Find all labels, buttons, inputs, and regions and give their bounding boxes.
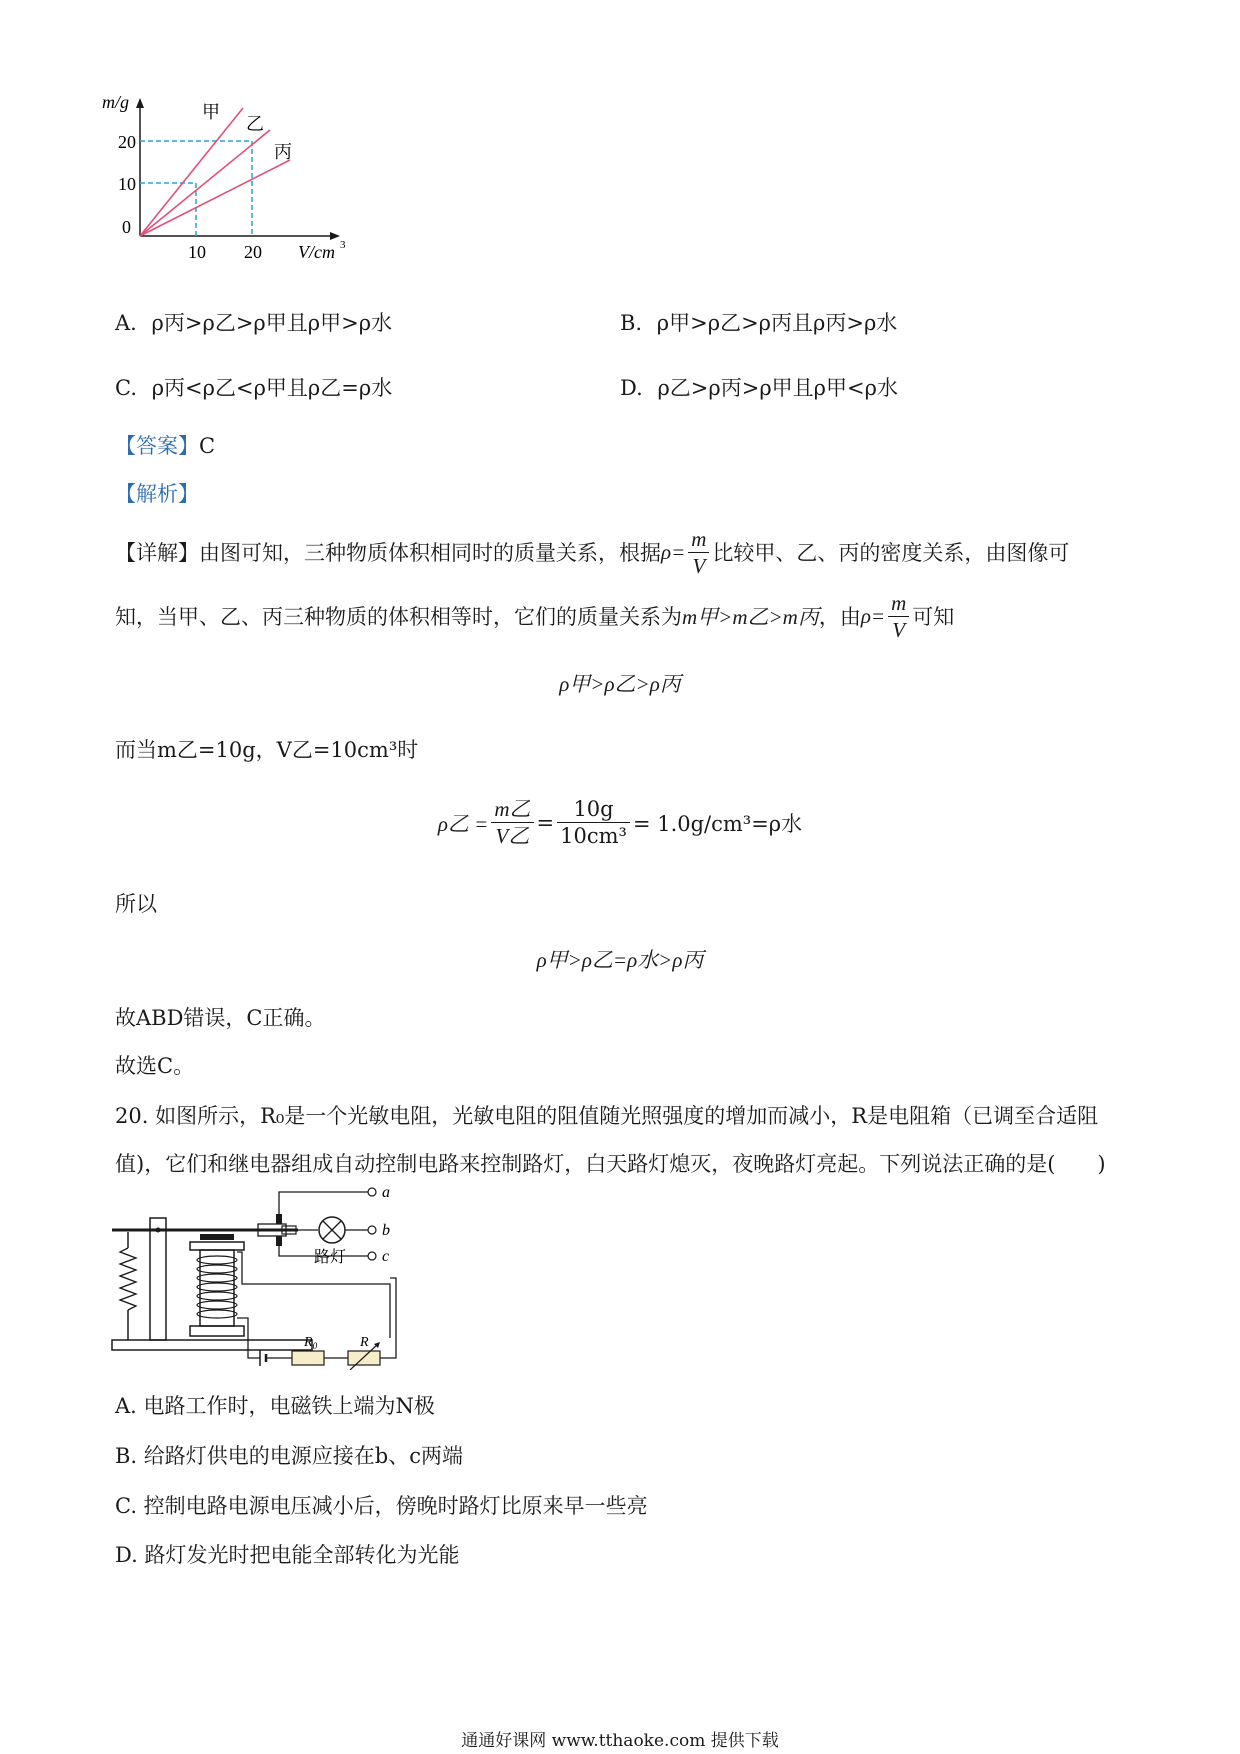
terminal-b [368,1226,376,1234]
detail-line-1 [115,524,1069,580]
equation-density-calc [0,796,1240,849]
option-a-letter: A. [115,311,137,335]
support-post [150,1218,166,1340]
detail-line-2 [115,588,954,644]
detail-p2-c: 可知 [912,605,955,629]
equation-density-order: ρ甲>ρ乙>ρ丙 [559,672,681,696]
q20-option-b: B. 给路灯供电的电源应接在b、c两端 [115,1444,463,1468]
option-b-letter: B. [620,311,643,335]
terminal-a [368,1188,376,1196]
mass-volume-graph [100,90,360,265]
q20-stem-line-2: 值)，它们和继电器组成自动控制电路来控制路灯，白天路灯熄灭，夜晚路灯亮起。下列说法正确的是( ) [115,1152,1106,1176]
resistance-box-r [348,1351,380,1365]
y-axis-arrow [136,98,144,108]
option-a [115,311,392,335]
detail-tag: 【详解】 [115,541,199,565]
upper-contact [276,1214,282,1224]
formula-rho-fraction [688,526,709,579]
option-a-text: ρ丙>ρ乙>ρ甲且ρ甲>ρ水 [151,311,393,335]
detail-p2-b: ，由 [818,605,861,629]
base-plate [112,1340,312,1350]
eq2-num1: m乙 [491,796,533,823]
control-wire-right [380,1278,396,1358]
eq2-lhs: ρ乙 = [437,811,489,836]
y-tick-10: 10 [118,174,136,194]
terminal-c [368,1252,376,1260]
lamp-label: 路灯 [314,1249,347,1266]
detail-p1-a: 由图可知，三种物质体积相同时的质量关系，根据 [199,541,661,565]
y-tick-20: 20 [118,132,136,152]
r0-label: $R_0$ [304,1335,318,1351]
q20-option-c: C. 控制电路电源电压减小后，傍晚时路灯比原来早一些亮 [115,1494,648,1518]
terminal-c-label: c [382,1248,390,1265]
photoresistor-r0 [292,1351,324,1365]
option-d [620,376,898,400]
relay-circuit-diagram [108,1180,458,1370]
formula-num: m [688,526,709,553]
conclusion-1: 故ABD错误，C正确。 [115,1006,326,1030]
q20-stem-line-1: 20. 如图所示，R₀是一个光敏电阻，光敏电阻的阻值随光照强度的增加而减小，R是电阻箱（已调至合适阻 [115,1104,1099,1128]
coil-wire-bottom [237,1318,248,1338]
origin-label: 0 [122,217,131,237]
so-line: 所以 [115,892,157,916]
x-tick-20: 20 [244,242,262,262]
x-axis-label: V/cm [298,242,335,262]
spring-icon [120,1248,136,1310]
r-label: R [360,1335,369,1350]
eq2-den1: V乙 [495,824,530,848]
conclusion-2: 故选C。 [115,1054,195,1078]
eq2-den2: 10cm³ [560,824,627,848]
detail-p1-b: 比较甲、乙、丙的密度关系，由图像可 [712,541,1070,565]
formula-den: V [692,553,706,578]
eq2-mid: = [536,810,555,835]
option-d-letter: D. [620,376,643,400]
option-c-text: ρ丙<ρ乙<ρ甲且ρ乙=ρ水 [151,376,393,400]
mass-relation: m甲>m乙>m丙 [682,605,819,629]
eq2-rhs: = 1.0g/cm³=ρ水 [632,811,803,836]
series-label-jia: 甲 [202,102,220,122]
x-tick-10: 10 [188,242,206,262]
eq2-fraction-2 [557,796,630,849]
eq2-num2: 10g [557,796,630,823]
x-axis-sup: 3 [340,239,346,251]
formula-num-2: m [888,590,909,617]
answer-tag: 【答案】 [115,434,199,458]
terminal-b-label: b [382,1222,390,1239]
magnet-base [190,1326,244,1336]
formula-rho-lhs: ρ= [661,539,686,564]
option-c [115,376,392,400]
formula-den-2: V [892,617,906,642]
option-b [620,311,897,335]
series-label-bing: 丙 [274,142,292,162]
option-c-letter: C. [115,376,137,400]
detail-p2-a: 知，当甲、乙、丙三种物质的体积相等时，它们的质量关系为 [115,605,682,629]
magnet-core [200,1250,234,1326]
option-d-text: ρ乙>ρ丙>ρ甲且ρ甲<ρ水 [657,376,898,400]
when-line: 而当m乙=10g，V乙=10cm³时 [115,738,419,762]
formula-rho-lhs-2: ρ= [860,603,886,628]
terminal-a-label: a [382,1184,390,1201]
control-wire-left [248,1338,260,1358]
series-label-yi: 乙 [246,114,264,134]
x-axis-arrow [330,232,340,240]
line-jia [140,108,243,236]
page-footer: 通通好课网 www.tthaoke.com 提供下载 [461,1731,779,1751]
wire-to-a [279,1192,368,1214]
q20-option-a: A. 电路工作时，电磁铁上端为N极 [115,1394,435,1418]
q20-option-d: D. 路灯发光时把电能全部转化为光能 [115,1543,460,1567]
equation-final-order: ρ甲>ρ乙=ρ水>ρ丙 [536,948,704,972]
answer-line [115,434,215,458]
y-axis-label: m/g [102,92,129,112]
coil-icon [197,1256,237,1318]
pivot [156,1228,161,1233]
option-b-text: ρ甲>ρ乙>ρ丙且ρ丙>ρ水 [656,311,898,335]
eq2-fraction-1 [491,796,533,849]
answer-value: C [199,434,216,458]
armature-iron [200,1234,234,1240]
magnet-top-plate [190,1242,244,1250]
analysis-tag: 【解析】 [115,482,199,506]
lower-contact [276,1236,282,1246]
line-bing [140,160,290,236]
formula-rho-fraction-2 [888,590,909,643]
